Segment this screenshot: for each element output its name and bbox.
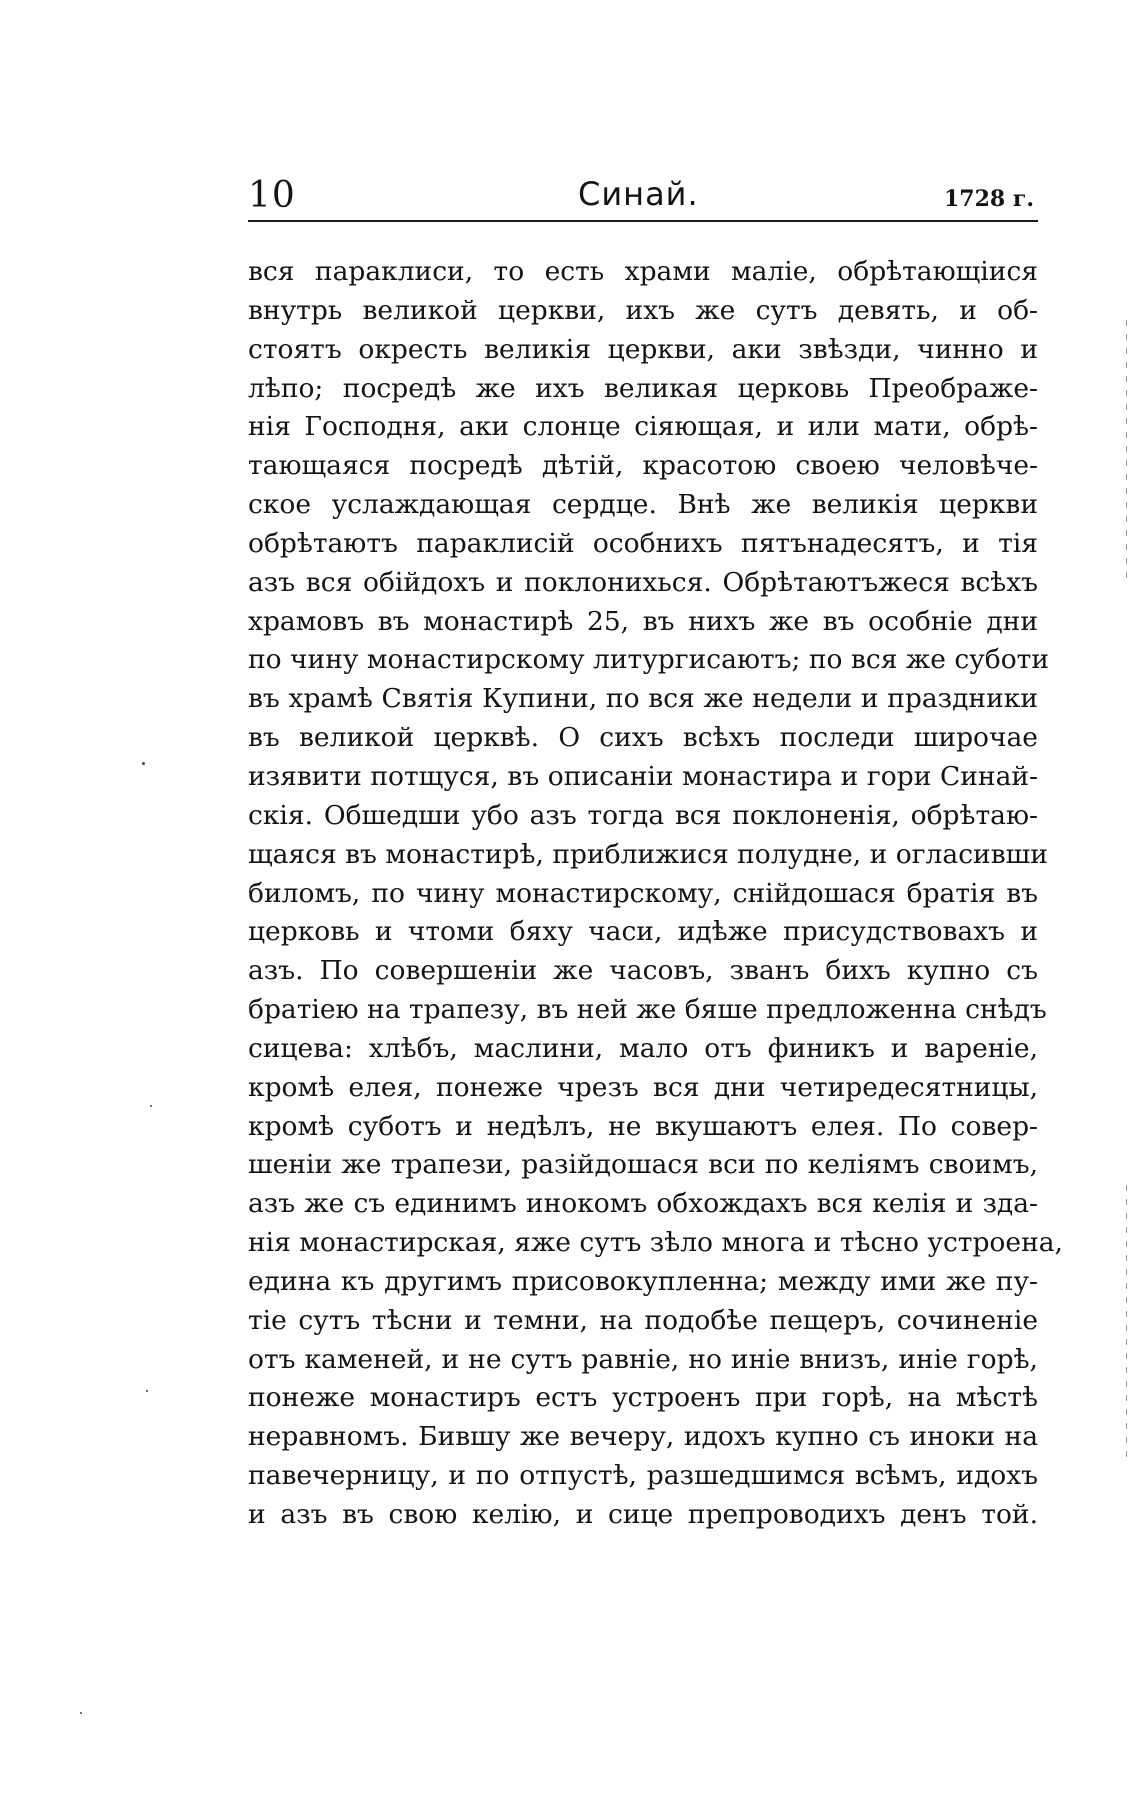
text-line: лѣпо; посредѣ же ихъ великая церковь Преображе-	[248, 372, 1038, 404]
text-line: отъ каменей, и не сутъ равнiе, но инiе внизъ, инiе горѣ,	[248, 1343, 1038, 1375]
text-line: изявити потщуся, въ описанiи монастира и гори Синай-	[248, 760, 1038, 792]
text-line: церковь и чтоми бяху часи, идѣже присудствовахъ и	[248, 916, 1038, 948]
text-line: стоятъ окресть великiя церкви, аки звѣзди, чинно и	[248, 333, 1038, 365]
text-line: тiе сутъ тѣсни и темни, на подобѣе пещеръ, сочиненiе	[248, 1304, 1038, 1336]
text-line: азъ же съ единимъ инокомъ обхождахъ вся келiя и зда-	[248, 1188, 1038, 1220]
text-line: азъ. По совершенiи же часовъ, званъ бихъ купно съ	[248, 955, 1038, 987]
text-line: ское услаждающая сердце. Внѣ же великiя церкви	[248, 489, 1038, 521]
text-line: вся параклиси, то есть храми малiе, обрѣтающiися	[248, 256, 1038, 287]
text-line: обрѣтаютъ параклисiй особнихъ пятънадесятъ, и тiя	[248, 527, 1038, 559]
scan-speck	[150, 1105, 152, 1107]
scan-edge-mark	[1126, 1185, 1127, 1465]
text-line: по чину монастирскому литургисаютъ; по вся же суботи	[248, 644, 1049, 676]
text-line: тающаяся посредѣ дѣтiй, красотою своею человѣче-	[248, 450, 1038, 482]
page-number: 10	[248, 175, 296, 216]
text-line: понеже монастиръ естъ устроенъ при горѣ, на мѣстѣ	[248, 1382, 1038, 1414]
text-line: павечерницу, и по отпустѣ, разшедшимся всѣмъ, идохъ	[248, 1460, 1038, 1492]
text-line: азъ вся обiйдохъ и поклонихься. Обрѣтаютъжеся всѣхъ	[248, 566, 1038, 598]
text-line: неравномъ. Бившу же вечеру, идохъ купно съ иноки на	[248, 1421, 1038, 1453]
text-line: въ храмѣ Святiя Купини, по вся же недели и праздники	[248, 683, 1038, 715]
text-line: щаяся въ монастирѣ, приближися полудне, и огласивши	[248, 838, 1048, 870]
running-title: Синай.	[578, 175, 699, 213]
text-line: нiя Господня, аки слонце сiяющая, и или мати, обрѣ-	[248, 411, 1038, 443]
text-line: храмовъ въ монастирѣ 25, въ нихъ же въ особнiе дни	[248, 605, 1038, 637]
text-line: сицева: хлѣбъ, маслини, мало отъ финикъ и варенiе,	[248, 1032, 1038, 1064]
text-line: въ великой церквѣ. О сихъ всѣхъ последи широчае	[248, 722, 1038, 754]
text-line: едина къ другимъ присовокупленна; между ими же пу-	[248, 1265, 1038, 1297]
scan-speck	[80, 1712, 82, 1714]
text-line: кромѣ елея, понеже чрезъ вся дни четиредесятницы,	[248, 1071, 1038, 1103]
year-label: 1728 г.	[943, 186, 1034, 212]
text-line: шенiи же трапези, разiйдошася вси по келiямъ своимъ,	[248, 1149, 1038, 1181]
body-text	[248, 253, 1063, 1535]
header-rule	[248, 220, 1038, 222]
text-line: внутрь великой церкви, ихъ же сутъ девять, и об-	[248, 294, 1038, 326]
text-line: скiя. Обшедши убо азъ тогда вся поклоненiя, обрѣтаю-	[248, 799, 1038, 831]
scan-edge-mark	[1126, 320, 1127, 580]
text-line: и азъ въ свою келiю, и сице препроводихъ денъ той.	[248, 1499, 1038, 1530]
scan-speck	[142, 762, 145, 765]
text-line: кромѣ суботъ и недѣлъ, не вкушаютъ елея. По совер-	[248, 1110, 1038, 1142]
scan-speck	[146, 1390, 148, 1392]
text-line: нiя монастирская, яже сутъ зѣло многа и тѣсно устроена,	[248, 1227, 1063, 1259]
page-header	[248, 168, 1038, 226]
text-line: биломъ, по чину монастирскому, снiйдошася братiя въ	[248, 877, 1038, 909]
text-line: братiею на трапезу, въ ней же бяше предложенна снѣдъ	[248, 994, 1047, 1026]
